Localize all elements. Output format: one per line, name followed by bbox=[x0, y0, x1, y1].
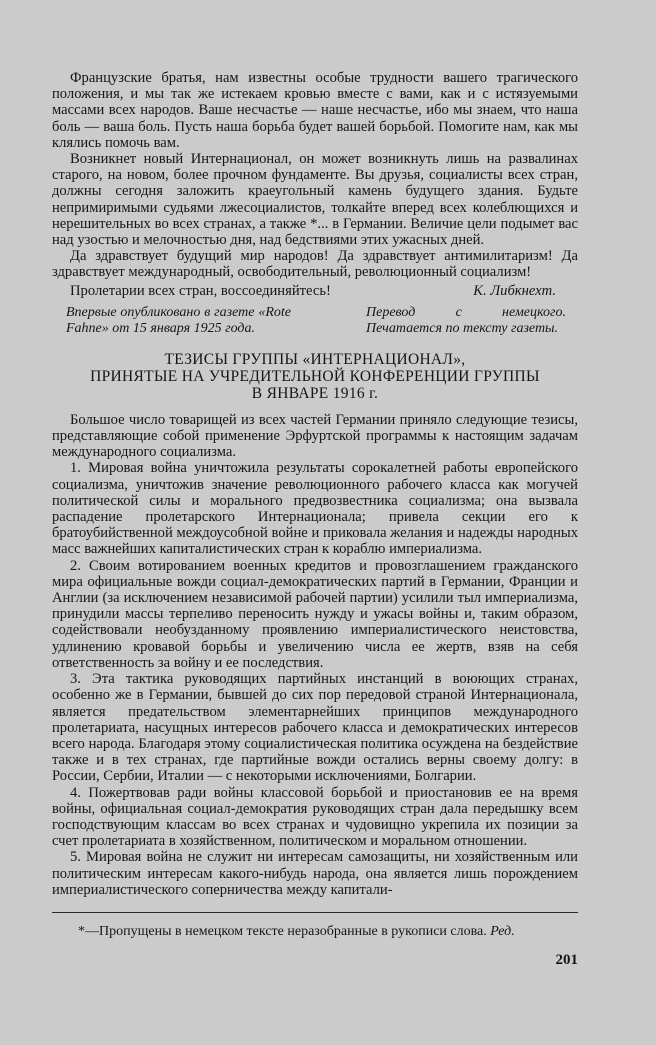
page-number: 201 bbox=[555, 952, 578, 968]
translation-note: Перевод с немецкого. Печатается по тексту газеты. bbox=[366, 304, 566, 336]
thesis-3: 3. Эта тактика руководящих партийных инстанций в воюющих странах, особенно же в Германии, бывшей до сих пор передовой страной Интернационала, является предательством элементарнейших принципов международного пролетариата, насущных интересов рабочего класса и демократических интересов всего народа. Благодаря этому социалистическая политика осуждена на бездействие также и в тех странах, где партийные вожди остались верны своему долгу: в России, Сербии, Италии — с некоторыми исключениями, Болгарии. bbox=[52, 671, 578, 785]
thesis-1: 1. Мировая война уничтожила результаты сорокалетней работы европейского социализма, уничтожив значение революционного рабочего класса как могучей политической силы и морального предвозвестника социализма; она вызвала распадение пролетарского Интернационала; привела секции его к братоубийственной междоусобной войне и приковала желания и надежды народных масс важнейших капиталистических стран к кораблю империализма. bbox=[52, 460, 578, 558]
footnote bbox=[78, 924, 578, 940]
closing-slogan: Пролетарии всех стран, воссоединяйтесь! bbox=[70, 282, 331, 299]
signature: К. Либкнехт. bbox=[473, 282, 556, 299]
closing-row bbox=[52, 283, 578, 299]
thesis-5: 5. Мировая война не служит ни интересам самозащиты, ни хозяйственным или политическим интересам какого-нибудь народа, она является лишь порождением империалистического соперничества между капитали- bbox=[52, 849, 578, 898]
page-body bbox=[52, 70, 578, 898]
source-notes bbox=[52, 305, 578, 337]
section-title bbox=[52, 351, 578, 402]
letter-paragraph: Французские братья, нам известны особые трудности вашего трагического положения, и мы так же истекаем кровью вместе с вами, как и с истязуемыми массами всех народов. Ваше несчастье — наше несчастье, ибо мы знаем, что наша боль — ваша боль. Пусть наша борьба будет вашей борьбой. Помогите нам, как мы клялись помочь вам. bbox=[52, 70, 578, 151]
footnote-text: *—Пропущены в немецком тексте неразобранные в рукописи слова. bbox=[78, 924, 487, 939]
section-title-line: ПРИНЯТЫЕ НА УЧРЕДИТЕЛЬНОЙ КОНФЕРЕНЦИИ ГРУППЫ bbox=[90, 367, 540, 385]
published-note: Впервые опубликовано в газете «Rote Fahne» от 15 января 1925 года. bbox=[66, 304, 291, 336]
footnote-editor-mark: Ред. bbox=[490, 924, 515, 939]
section-title-line: В ЯНВАРЕ 1916 г. bbox=[251, 384, 379, 402]
thesis-2: 2. Своим вотированием военных кредитов и провозглашением гражданского мира официальные вожди социал-демократических партий в Германии, Франции и Англии (за исключением независимой рабочей партии) усилили тыл империализма, принудили массы терпеливо переносить нужду и ужасы войны и, таким образом, содействовали необузданному проявлению империалистического неистовства, удлинению кровавой борьбы и увеличению числа ее жертв, взяв на себя ответственность за войну и ее последствия. bbox=[52, 557, 578, 671]
section-title-line: ТЕЗИСЫ ГРУППЫ «ИНТЕРНАЦИОНАЛ», bbox=[164, 350, 466, 368]
letter-paragraph: Да здравствует будущий мир народов! Да здравствует антимилитаризм! Да здравствует международный, освободительный, революционный социализм! bbox=[52, 248, 578, 281]
letter-paragraph: Возникнет новый Интернационал, он может возникнуть лишь на развалинах старого, на новом, более прочном фундаменте. Вы друзья, социалисты всех стран, должны сегодня заложить краеугольный камень будущего здания. Будьте непримиримыми судьями лжесоциалистов, толкайте вперед всех колеблющихся и нерешительных во всех странах, а также *... в Германии. Величие цели подымет вас над узостью и мелочностью дня, над бедствиями этих ужасных дней. bbox=[52, 151, 578, 249]
footnote-divider bbox=[52, 912, 578, 913]
thesis-4: 4. Пожертвовав ради войны классовой борьбой и приостановив ее на время войны, официальная социал-демократия руководящих стран дала передышку всем господствующим классам во всех странах и чудовищно укрепила их позиции за счет пролетариата в хозяйственном, политическом и моральном отношении. bbox=[52, 784, 578, 850]
intro-paragraph: Большое число товарищей из всех частей Германии приняло следующие тезисы, представляющие собой применение Эрфуртской программы к настоящим задачам международного социализма. bbox=[52, 411, 578, 461]
